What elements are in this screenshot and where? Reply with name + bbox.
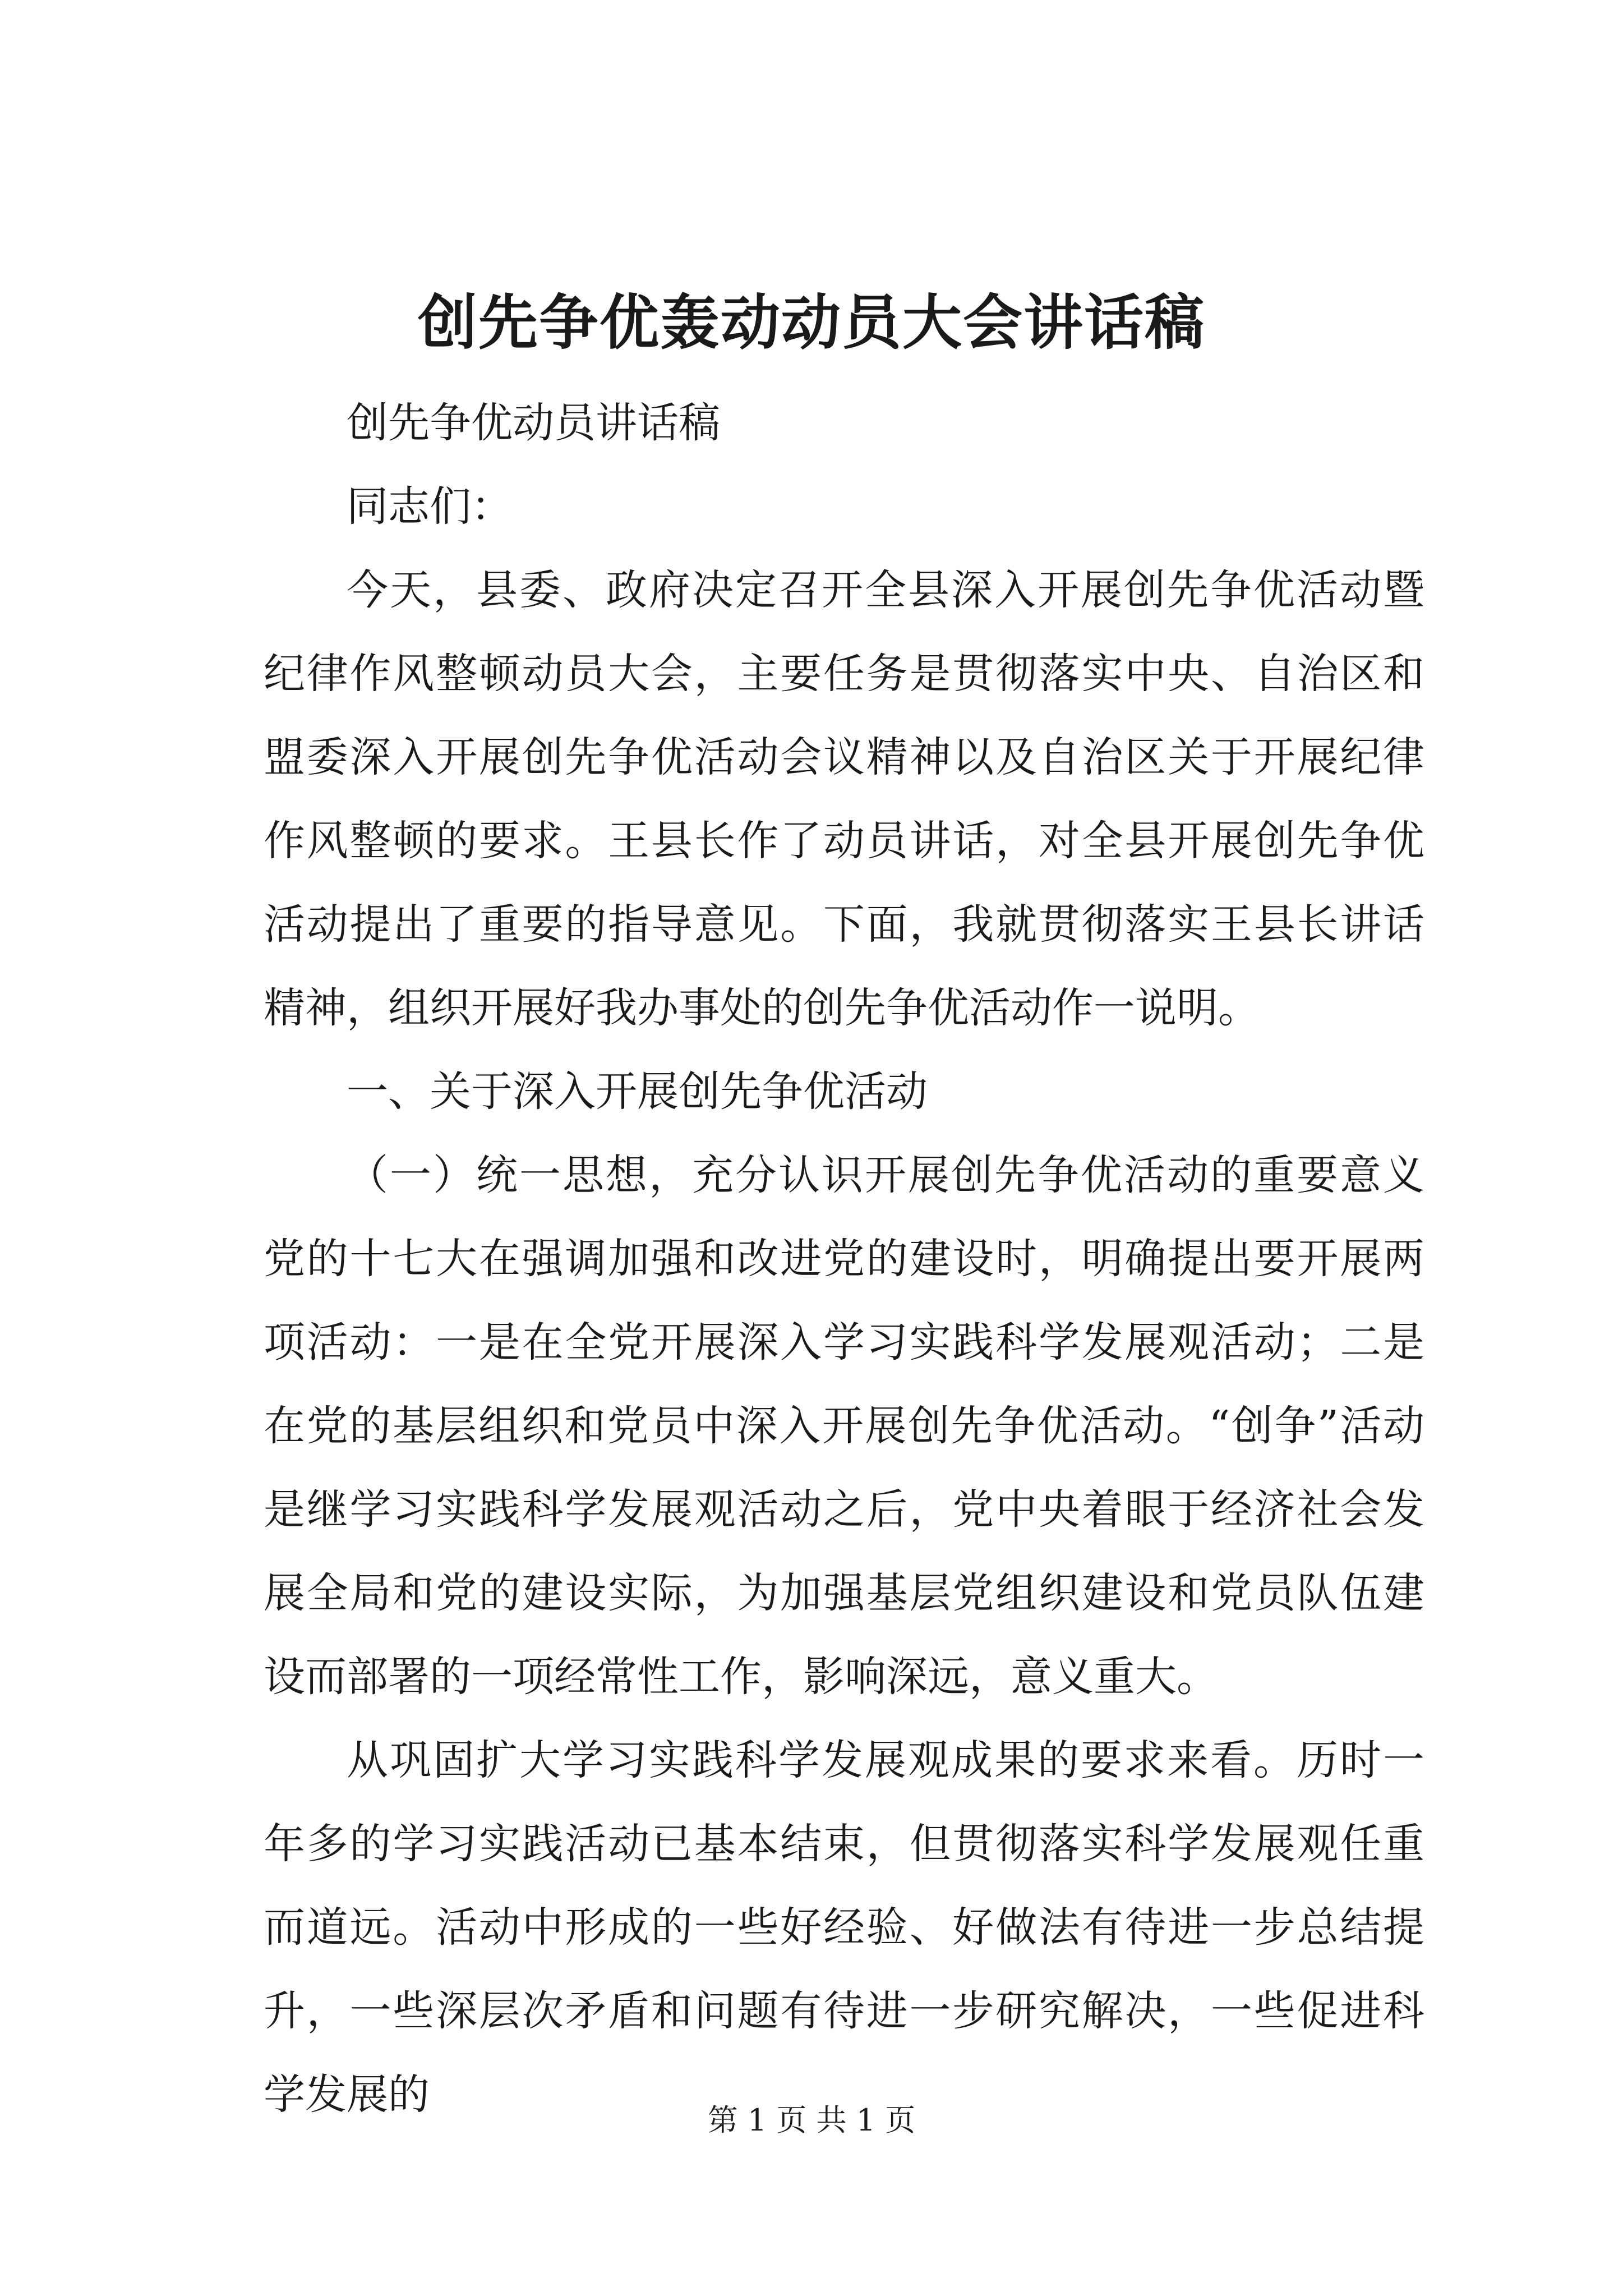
document-title: 创先争优轰动动员大会讲话稿 [418, 287, 1205, 357]
page-footer: 第 1 页 共 1 页 [707, 2102, 916, 2138]
paragraph-section-heading: 一、关于深入开展创先争优活动 [347, 1068, 928, 1116]
document-body [264, 381, 1424, 2137]
paragraph-subtitle: 创先争优动员讲话稿 [347, 399, 720, 447]
paragraph-intro: 今天，县委、政府决定召开全县深入开展创先争优活动暨纪律作风整顿动员大会，主要任务是贯彻落实中央、自治区和盟委深入开展创先争优活动会议精神以及自治区关于开展纪律作风整顿的要求。王县长作了动员讲话，对全县开展创先争优活动提出了重要的指导意见。下面，我就贯彻落实王县长讲话精神，组织开展好我办事处的创先争优活动作一说明。 [264, 566, 1424, 1032]
paragraph-subsection-1: （一）统一思想，充分认识开展创先争优活动的重要意义党的十七大在强调加强和改进党的建设时，明确提出要开展两项活动：一是在全党开展深入学习实践科学发展观活动；二是在党的基层组织和党员中深入开展创先争优活动。“创争”活动是继学习实践科学发展观活动之后，党中央着眼于经济社会发展全局和党的建设实际，为加强基层党组织建设和党员队伍建设而部署的一项经常性工作，影响深远，意义重大。 [264, 1151, 1424, 1701]
paragraph-consolidation: 从巩固扩大学习实践科学发展观成果的要求来看。历时一年多的学习实践活动已基本结束，但贯彻落实科学发展观任重而道远。活动中形成的一些好经验、好做法有待进一步总结提升，一些深层次矛盾和问题有待进一步研究解决，一些促进科学发展的 [264, 1736, 1424, 2119]
paragraph-salutation: 同志们： [347, 482, 513, 531]
